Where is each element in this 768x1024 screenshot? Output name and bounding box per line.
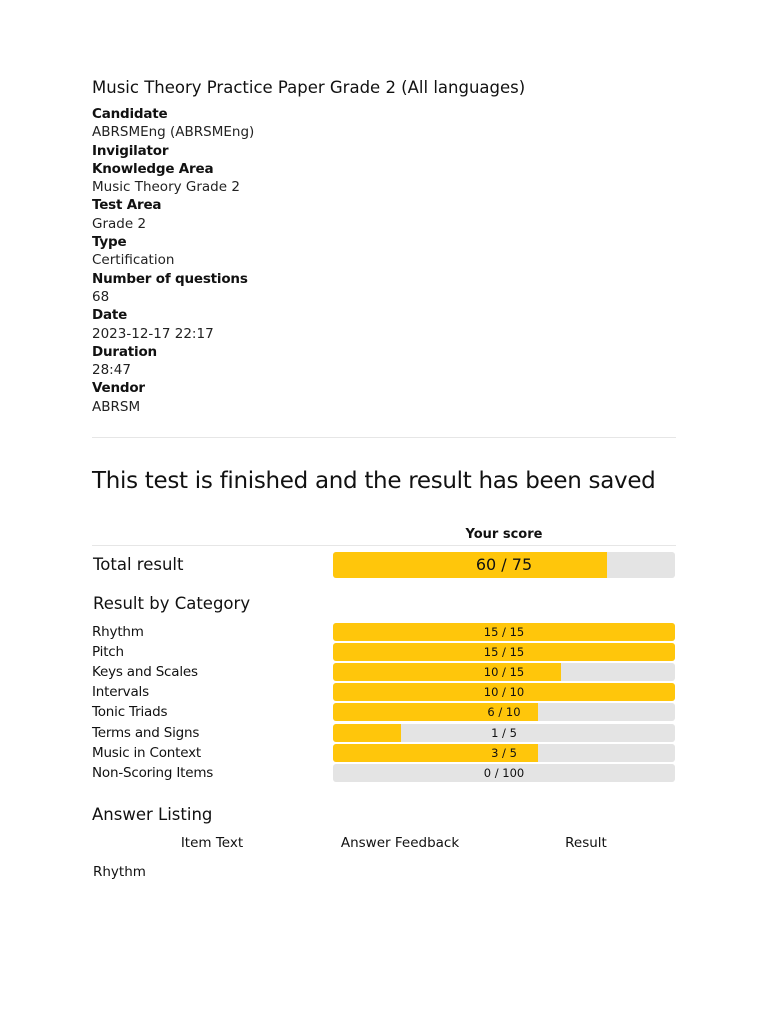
category-score-bar <box>333 703 675 721</box>
category-label: Music in Context <box>92 744 201 761</box>
category-score-bar <box>333 724 675 742</box>
category-label: Tonic Triads <box>92 704 168 721</box>
detail-value: 68 <box>92 288 110 305</box>
category-label: Terms and Signs <box>92 724 200 741</box>
category-row <box>92 703 676 722</box>
category-heading: Result by Category <box>93 594 251 613</box>
detail-label: Vendor <box>92 380 145 397</box>
detail-label: Number of questions <box>92 270 248 287</box>
category-label: Intervals <box>92 684 149 701</box>
category-score-text: 0 / 100 <box>483 765 525 780</box>
detail-value: 2023-12-17 22:17 <box>92 325 214 342</box>
category-score-bar <box>333 663 675 681</box>
category-score-text: 15 / 15 <box>483 625 525 639</box>
detail-value: Grade 2 <box>92 215 147 232</box>
total-result-label: Total result <box>93 555 184 574</box>
detail-label: Date <box>92 307 128 324</box>
column-result: Result <box>565 835 607 851</box>
divider <box>92 437 676 438</box>
detail-label: Knowledge Area <box>92 160 214 177</box>
score-column-header: Your score <box>465 527 543 542</box>
detail-value: 28:47 <box>92 362 131 379</box>
column-answer-feedback: Answer Feedback <box>340 835 460 851</box>
category-row <box>92 764 676 783</box>
category-score-text: 15 / 15 <box>483 645 525 660</box>
detail-label: Test Area <box>92 197 162 214</box>
status-heading: This test is finished and the result has been saved <box>92 468 656 494</box>
detail-value: Certification <box>92 252 175 269</box>
column-item-text: Item Text <box>180 835 244 851</box>
category-label: Rhythm <box>92 624 144 640</box>
detail-value: ABRSMEng (ABRSMEng) <box>92 124 255 141</box>
category-row <box>92 724 676 743</box>
category-row <box>92 623 676 642</box>
total-score-bar <box>333 552 675 578</box>
category-score-bar <box>333 623 675 641</box>
category-row <box>92 683 676 702</box>
category-row <box>92 744 676 763</box>
divider <box>92 545 676 546</box>
category-label: Pitch <box>92 644 124 661</box>
category-label: Non-Scoring Items <box>92 764 214 781</box>
category-score-bar <box>333 683 675 701</box>
page-title: Music Theory Practice Paper Grade 2 (All languages) <box>92 78 526 97</box>
detail-label: Invigilator <box>92 142 169 159</box>
category-score-text: 1 / 5 <box>491 725 517 740</box>
answer-section-rhythm: Rhythm <box>93 864 146 880</box>
category-row <box>92 643 676 662</box>
category-score-text: 6 / 10 <box>487 705 521 720</box>
detail-label: Duration <box>92 343 157 360</box>
detail-label: Type <box>92 234 127 251</box>
category-score-text: 3 / 5 <box>491 745 517 760</box>
category-label: Keys and Scales <box>92 664 198 681</box>
category-score-text: 10 / 10 <box>483 685 525 700</box>
detail-label: Candidate <box>92 106 168 122</box>
category-score-bar <box>333 643 675 661</box>
answer-listing-heading: Answer Listing <box>92 805 213 824</box>
detail-value: Music Theory Grade 2 <box>92 179 240 196</box>
test-details <box>92 105 254 416</box>
category-score-text: 10 / 15 <box>483 665 525 680</box>
category-score-bar <box>333 764 675 782</box>
detail-value: ABRSM <box>92 398 141 415</box>
category-row <box>92 663 676 682</box>
total-score-text: 60 / 75 <box>475 555 533 574</box>
category-score-bar <box>333 744 675 762</box>
